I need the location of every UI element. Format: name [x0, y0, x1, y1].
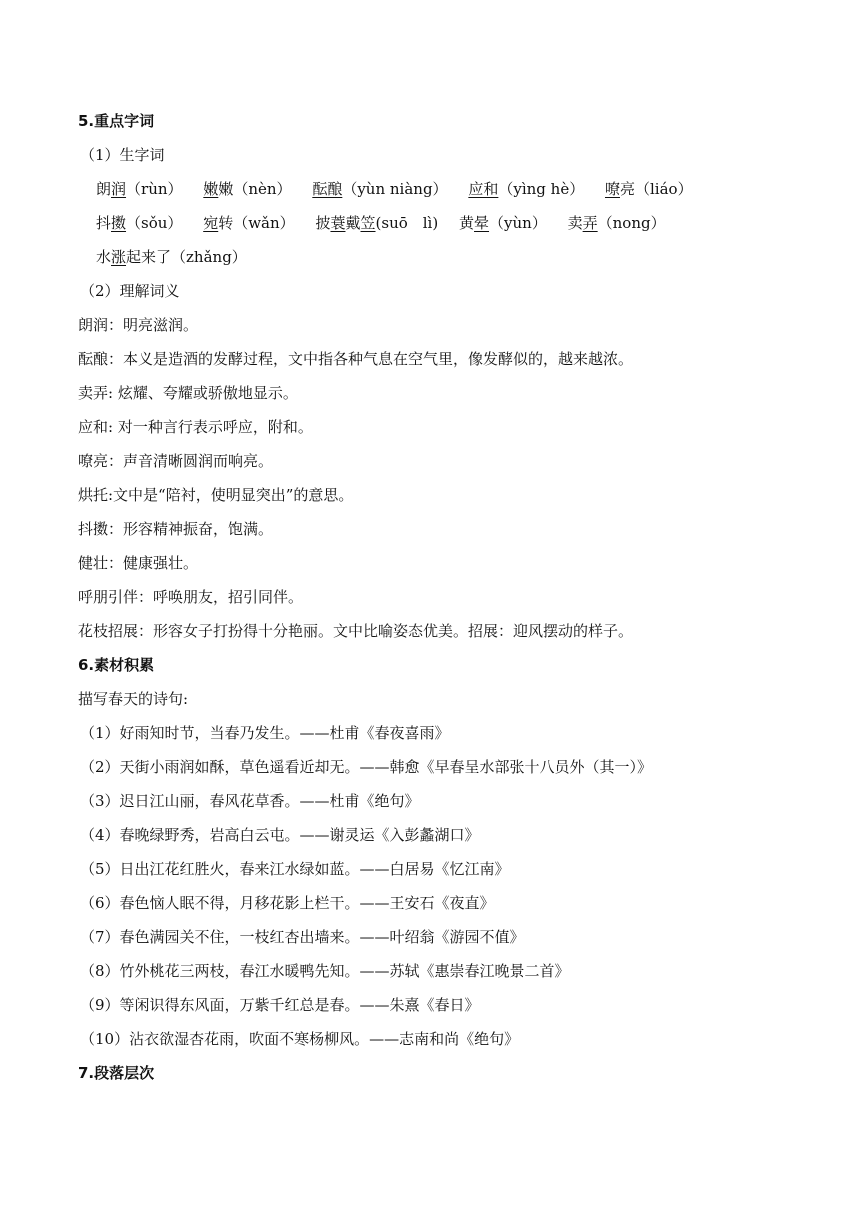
poem-item: （5）日出江花红胜火，春来江水绿如蓝。——白居易《忆江南》	[80, 860, 510, 878]
definition-item: 朗润：明亮滋润。	[78, 316, 199, 334]
poem-item: （3）迟日江山丽，春风花草香。——杜甫《绝句》	[80, 792, 420, 810]
vocab-row-2	[96, 213, 830, 233]
definition-item: 嘹亮：声音清晰圆润而响亮。	[78, 452, 274, 470]
poem-item: （4）春晚绿野秀，岩高白云屯。——谢灵运《入彭蠡湖口》	[80, 826, 480, 844]
vocab-subheading: （1）生字词	[80, 146, 165, 164]
vocab-item: 水涨起来了（zhǎng）	[96, 248, 247, 266]
vocab-item: 嫩嫩（nèn）	[203, 180, 292, 198]
poem-item: （10）沾衣欲湿杏花雨，吹面不寒杨柳风。——志南和尚《绝句》	[80, 1030, 520, 1048]
definition-item: 呼朋引伴：呼唤朋友，招引同伴。	[78, 588, 304, 606]
definition-item: 抖擞：形容精神振奋，饱满。	[78, 520, 274, 538]
definition-item: 酝酿：本义是造酒的发酵过程，文中指各种气息在空气里，像发酵似的，越来越浓。	[78, 350, 634, 368]
poem-item: （2）天街小雨润如酥，草色遥看近却无。——韩愈《早春呈水部张十八员外（其一）》	[80, 758, 653, 776]
poem-item: （9）等闲识得东风面，万紫千红总是春。——朱熹《春日》	[80, 996, 480, 1014]
vocab-row-3	[96, 247, 830, 267]
definition-item: 卖弄: 炫耀、夸耀或骄傲地显示。	[78, 384, 298, 402]
section-5-heading: 5.重点字词	[78, 112, 155, 130]
definition-item: 花枝招展：形容女子打扮得十分艳丽。文中比喻姿态优美。招展：迎风摆动的样子。	[78, 622, 634, 640]
vocab-item: 卖弄（nong）	[567, 214, 666, 232]
poem-item: （7）春色满园关不住，一枝红杏出墙来。——叶绍翁《游园不值》	[80, 928, 525, 946]
section-6-heading: 6.素材积累	[78, 656, 155, 674]
vocab-item: 宛转（wǎn）	[203, 214, 295, 232]
section-7-heading: 7.段落层次	[78, 1064, 155, 1082]
poems-intro: 描写春天的诗句:	[78, 690, 189, 708]
vocab-item: 抖擞（sǒu）	[96, 214, 183, 232]
definition-item: 健壮：健康强壮。	[78, 554, 199, 572]
vocab-item: 朗润（rùn）	[96, 180, 183, 198]
vocab-item: 嘹亮（liáo）	[604, 180, 693, 198]
vocab-item: 酝酿（yùn niàng）	[312, 180, 448, 198]
definitions-subheading: （2）理解词义	[80, 282, 180, 300]
definition-item: 应和: 对一种言行表示呼应，附和。	[78, 418, 313, 436]
vocab-item: 黄晕（yùn）	[459, 214, 547, 232]
poem-item: （1）好雨知时节，当春乃发生。——杜甫《春夜喜雨》	[80, 724, 450, 742]
poem-item: （8）竹外桃花三两枝，春江水暖鸭先知。——苏轼《惠崇春江晚景二首》	[80, 962, 570, 980]
vocab-row-1	[96, 179, 830, 199]
vocab-item: 应和（yìng hè）	[468, 180, 585, 198]
poem-item: （6）春色恼人眠不得，月移花影上栏干。——王安石《夜直》	[80, 894, 495, 912]
vocab-item: 披蓑戴笠(suō lì)	[315, 214, 439, 232]
definition-item: 烘托:文中是“陪衬，使明显突出”的意思。	[78, 486, 354, 504]
